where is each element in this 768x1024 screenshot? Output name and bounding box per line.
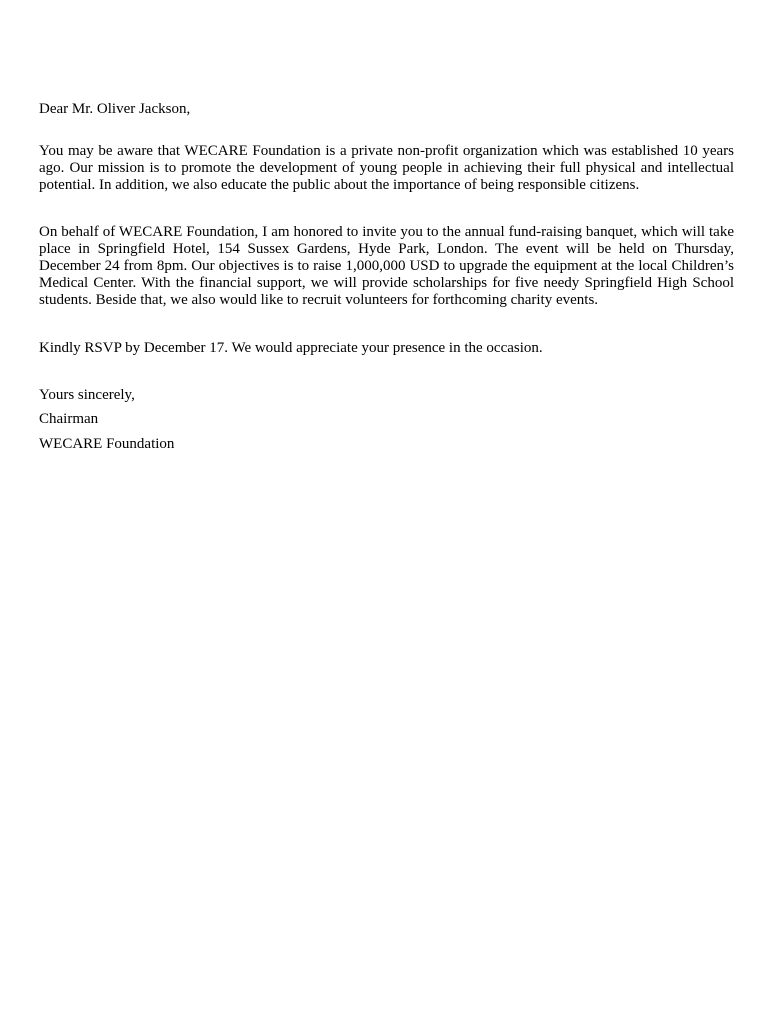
letter-paragraph-intro: You may be aware that WECARE Foundation is a private non-profit organization which was established 10 years ago. Our mission is to promote the development of young people in achieving their full physical and intellectual potential. In addition, we also educate the public about the importance of being responsible citizens. — [39, 143, 734, 193]
signer-title: Chairman — [39, 411, 99, 427]
signer-organization: WECARE Foundation — [39, 436, 175, 452]
letter-paragraph-rsvp: Kindly RSVP by December 17. We would appreciate your presence in the occasion. — [39, 340, 543, 356]
letter-paragraph-invitation: On behalf of WECARE Foundation, I am honored to invite you to the annual fund-raising banquet, which will take place in Springfield Hotel, 154 Sussex Gardens, Hyde Park, London. The event will be held on Thursday, December 24 from 8pm. Our objectives is to raise 1,000,000 USD to upgrade the equipment at the local Children’s Medical Center. With the financial support, we will provide scholarships for five needy Springfield High School students. Beside that, we also would like to recruit volunteers for forthcoming charity events. — [39, 224, 734, 308]
letter-closing: Yours sincerely, — [39, 387, 135, 403]
letter-page — [39, 0, 734, 1024]
letter-salutation: Dear Mr. Oliver Jackson, — [39, 101, 191, 117]
